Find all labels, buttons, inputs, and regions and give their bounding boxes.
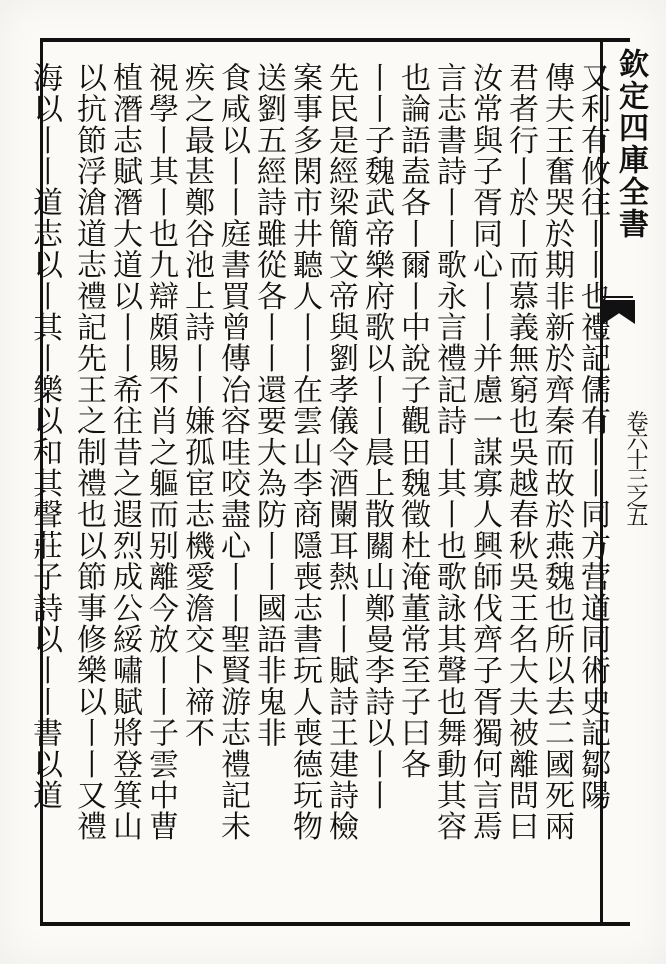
text-column: 以抗節浮滄道志禮記先王之制禮也以節事修樂以丨丨又禮 xyxy=(71,62,106,842)
book-title: 欽定四庫全書 xyxy=(613,48,648,240)
text-column: 丨丨子魏武帝樂府歌以丨丨晨上散關山鄭曼李詩以丨丨 xyxy=(359,62,394,811)
text-column: 案事多閑市井聽人丨丨在雲山李商隱喪志書玩人喪德玩物 xyxy=(287,62,322,842)
juan-label: 卷六十三之五 xyxy=(623,410,648,524)
text-column: 汝常與子胥同心丨丨并慮一謀寡人興師伐齊子胥獨何言焉 xyxy=(467,62,502,842)
text-column: 言志書詩丨丨歌永言禮記詩丨其丨也歌詠其聲也舞動其容 xyxy=(431,62,466,842)
text-column: 先民是經梁簡文帝與劉孝儀令酒闌耳熱丨丨賦詩王建詩檢 xyxy=(323,62,358,842)
text-column: 植潛志賦潛大道以丨丨希往昔之遐烈成公綏嘯賦將登箕山 xyxy=(107,62,142,842)
text-column: 疾之最甚鄭谷池上詩丨丨嫌孤宦志機愛澹交卜禘不 xyxy=(179,62,214,749)
text-column: 視學丨其丨也九辯頗賜不肖之軀而别離今放丨丨子雲中曹 xyxy=(143,62,178,842)
text-column: 傳夫王奮哭於期非新於齊秦而故於燕魏也所以去二國死兩 xyxy=(539,62,574,842)
text-column: 也論語盍各丨爾丨中說子觀田魏徵杜淹董常至子曰各 xyxy=(395,62,430,780)
text-column: 食咸以丨丨庭書買曾傳冶容哇咬盡心丨丨聖賢游志禮記未 xyxy=(215,62,250,842)
text-column: 海以丨丨道志以丨其丨樂以和其聲莊子詩以丨丨書以道 xyxy=(27,62,62,811)
text-column: 又利有攸往丨丨也禮記儒有丨丨同方营道同術史記鄒陽 xyxy=(575,62,610,811)
text-column: 君者行丨於丨而慕義無窮也吳越春秋吳王名大夫被離問曰 xyxy=(503,62,538,842)
text-column: 送劉五經詩雖從各丨丨還要大為防丨丨國語非鬼非 xyxy=(251,62,286,749)
